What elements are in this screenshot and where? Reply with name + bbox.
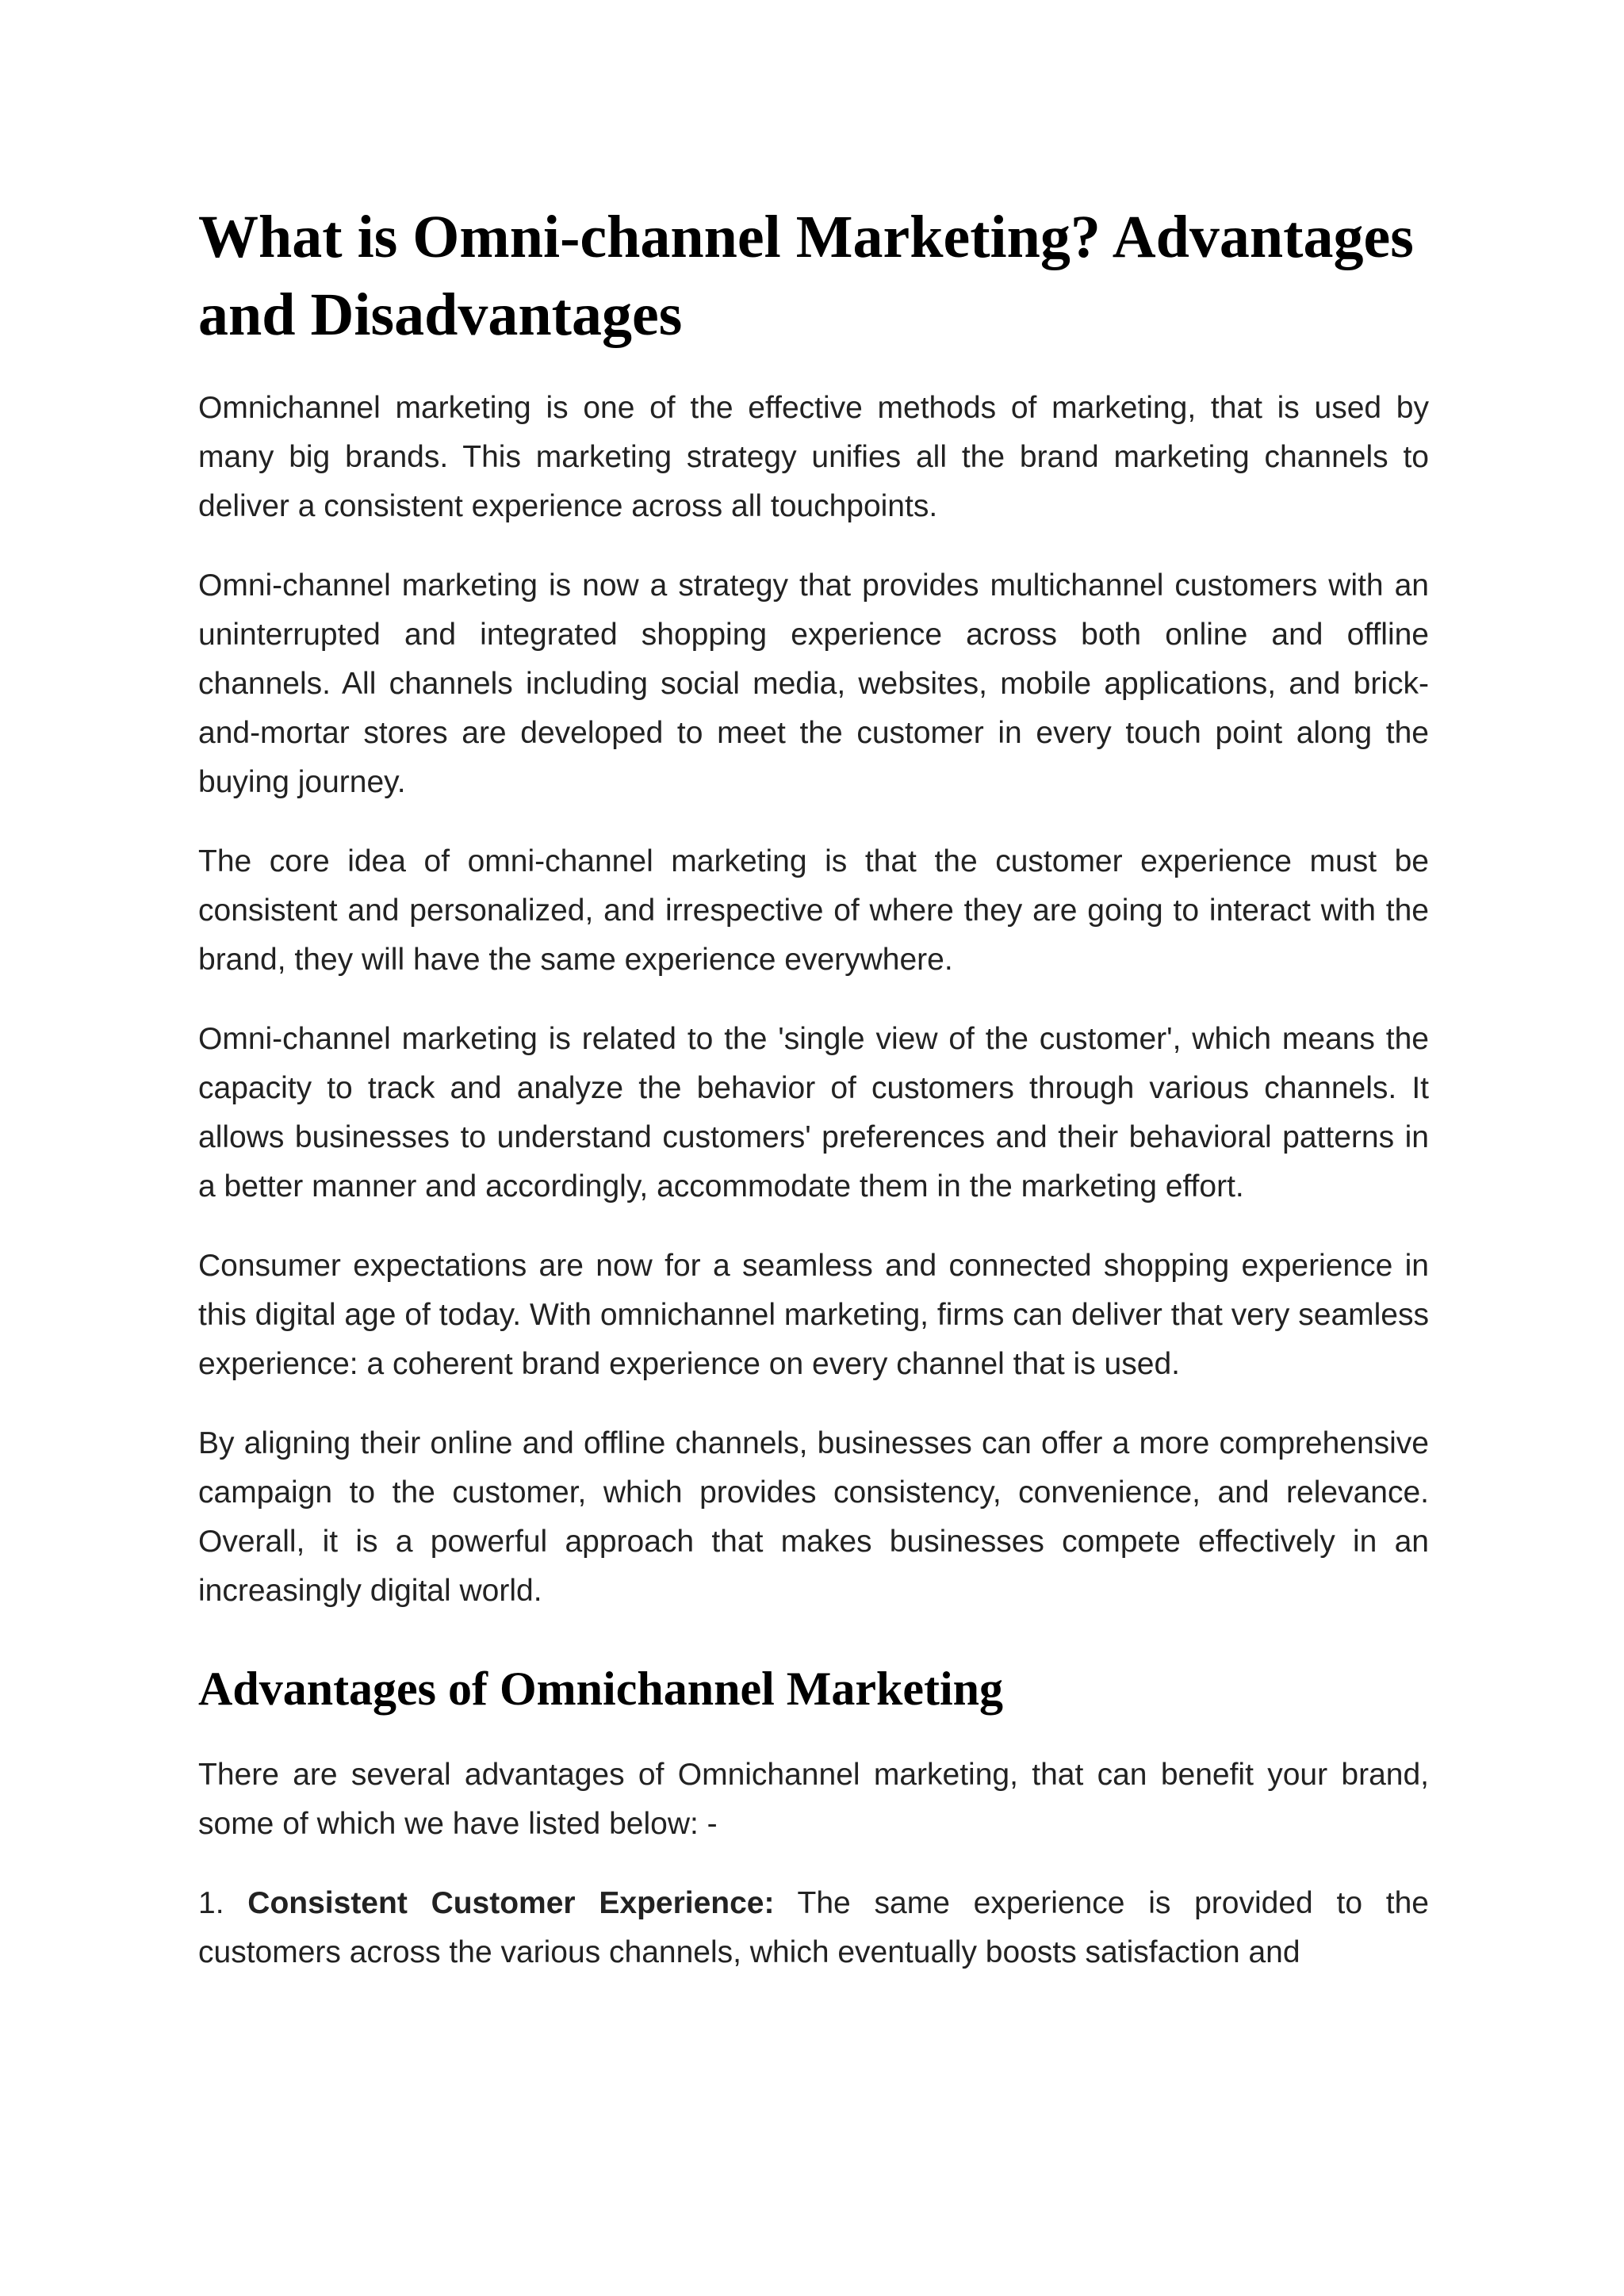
- advantages-heading: Advantages of Omnichannel Marketing: [198, 1663, 1004, 1715]
- list-item-number: 1.: [198, 1886, 224, 1920]
- advantage-item-1: [198, 1879, 1429, 1977]
- document-content: [198, 198, 1429, 1977]
- paragraph-consumer-expectations: Consumer expectations are now for a seamless and connected shopping experience in this digital age of today. With omnichannel marketing, firms can deliver that very seamless experience: a coherent brand experience on every channel that is used.: [198, 1249, 1429, 1381]
- paragraph-single-view: Omni-channel marketing is related to the 'single view of the customer', which means the capacity to track and analyze the behavior of customers through various channels. It allows businesses to understand customers' preferences and their behavioral patterns in a better manner and accordingly, accommodate them in the marketing effort.: [198, 1022, 1429, 1203]
- paragraph-aligning-channels: By aligning their online and offline channels, businesses can offer a more comprehensive campaign to the customer, which provides consistency, convenience, and relevance. Overall, it is a powerful approach that makes businesses compete effectively in an increasingly digital world.: [198, 1426, 1429, 1608]
- advantages-intro: There are several advantages of Omnichannel marketing, that can benefit your brand, some of which we have listed below: -: [198, 1758, 1429, 1841]
- list-item-text: The same experience is provided to the customers across the various channels, which eventually boosts satisfaction and: [198, 1886, 1429, 1969]
- page-title: What is Omni-channel Marketing? Advantages and Disadvantages: [198, 204, 1414, 348]
- paragraph-intro: Omnichannel marketing is one of the effective methods of marketing, that is used by many big brands. This marketing strategy unifies all the brand marketing channels to deliver a consistent experience across all touchpoints.: [198, 391, 1429, 523]
- paragraph-strategy: Omni-channel marketing is now a strategy that provides multichannel customers with an uninterrupted and integrated shopping experience across both online and offline channels. All channels including social media, websites, mobile applications, and brick-and-mortar stores are developed to meet the customer in every touch point along the buying journey.: [198, 568, 1429, 799]
- list-item-term: Consistent Customer Experience:: [247, 1886, 775, 1920]
- paragraph-core-idea: The core idea of omni-channel marketing is that the customer experience must be consistent and personalized, and irrespective of where they are going to interact with the brand, they will have the same experience everywhere.: [198, 844, 1429, 977]
